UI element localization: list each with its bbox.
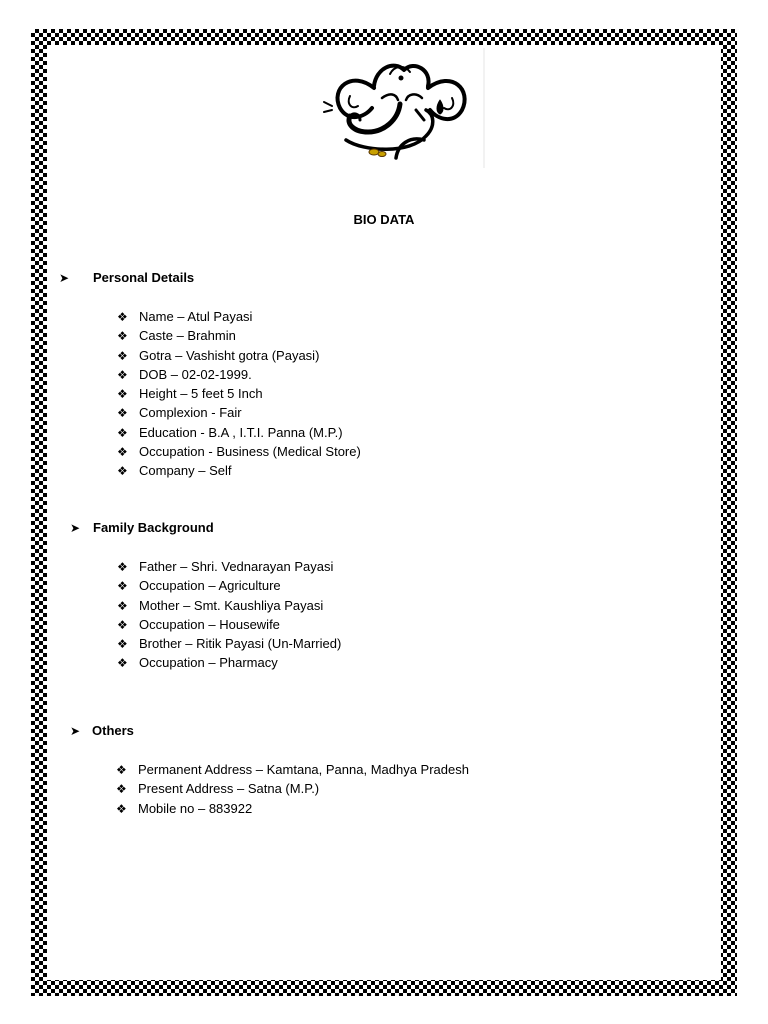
list-item: ❖ Occupation – Pharmacy xyxy=(117,653,341,672)
list-item: ❖ Gotra – Vashisht gotra (Payasi) xyxy=(117,346,361,365)
list-item: ❖ Caste – Brahmin xyxy=(117,326,361,345)
diamond-bullet-icon: ❖ xyxy=(117,464,128,479)
diamond-bullet-icon: ❖ xyxy=(116,782,127,797)
diamond-bullet-icon: ❖ xyxy=(117,560,128,574)
arrow-right-icon: ➤ xyxy=(70,521,81,535)
diamond-bullet-icon: ❖ xyxy=(116,801,127,816)
diamond-bullet-icon: ❖ xyxy=(117,406,128,421)
diamond-bullet-icon: ❖ xyxy=(117,637,128,652)
list-item: ❖ Brother – Ritik Payasi (Un-Married) xyxy=(117,634,341,653)
diamond-bullet-icon: ❖ xyxy=(117,348,128,363)
list-item: ❖ Complexion - Fair xyxy=(117,403,361,422)
list-item: ❖ Permanent Address – Kamtana, Panna, Madhya Pradesh xyxy=(116,760,469,779)
list-item: ❖ Height – 5 feet 5 Inch xyxy=(117,384,361,403)
list-item: ❖ Mother – Smt. Kaushliya Payasi xyxy=(117,596,341,615)
diamond-bullet-icon: ❖ xyxy=(117,367,128,382)
list-item: ❖ DOB – 02-02-1999. xyxy=(117,365,361,384)
list-item: ❖ Company – Self xyxy=(117,461,361,480)
section-heading-family-background: ➤ Family Background xyxy=(70,520,214,535)
diamond-bullet-icon: ❖ xyxy=(117,617,128,632)
list-item: ❖ Name – Atul Payasi xyxy=(117,307,361,326)
list-item: ❖ Father – Shri. Vednarayan Payasi xyxy=(117,557,341,576)
diamond-bullet-icon: ❖ xyxy=(117,387,128,402)
list-item: ❖ Mobile no – 883922 xyxy=(116,799,469,818)
list-item: ❖ Present Address – Satna (M.P.) xyxy=(116,779,469,798)
arrow-right-icon: ➤ xyxy=(59,271,70,285)
section-heading-others: ➤ Others xyxy=(70,723,134,738)
family-background-list xyxy=(117,557,341,673)
diamond-bullet-icon: ❖ xyxy=(117,598,128,613)
checkered-page-border xyxy=(31,29,737,996)
arrow-right-icon: ➤ xyxy=(70,724,81,738)
others-list xyxy=(116,760,469,818)
diamond-bullet-icon: ❖ xyxy=(116,763,127,777)
diamond-bullet-icon: ❖ xyxy=(117,310,128,324)
section-heading-personal-details: ➤ Personal Details xyxy=(59,270,195,285)
page-content-area xyxy=(47,45,721,980)
ganesha-icon xyxy=(306,48,486,168)
page-title: BIO DATA xyxy=(353,212,415,227)
diamond-bullet-icon: ❖ xyxy=(117,579,128,594)
diamond-bullet-icon: ❖ xyxy=(117,656,128,671)
diamond-bullet-icon: ❖ xyxy=(117,329,128,344)
personal-details-list xyxy=(117,307,361,481)
list-item: ❖ Occupation – Agriculture xyxy=(117,576,341,595)
list-item: ❖ Education - B.A , I.T.I. Panna (M.P.) xyxy=(117,423,361,442)
list-item: ❖ Occupation – Housewife xyxy=(117,615,341,634)
diamond-bullet-icon: ❖ xyxy=(117,445,128,460)
list-item: ❖ Occupation - Business (Medical Store) xyxy=(117,442,361,461)
diamond-bullet-icon: ❖ xyxy=(117,425,128,440)
